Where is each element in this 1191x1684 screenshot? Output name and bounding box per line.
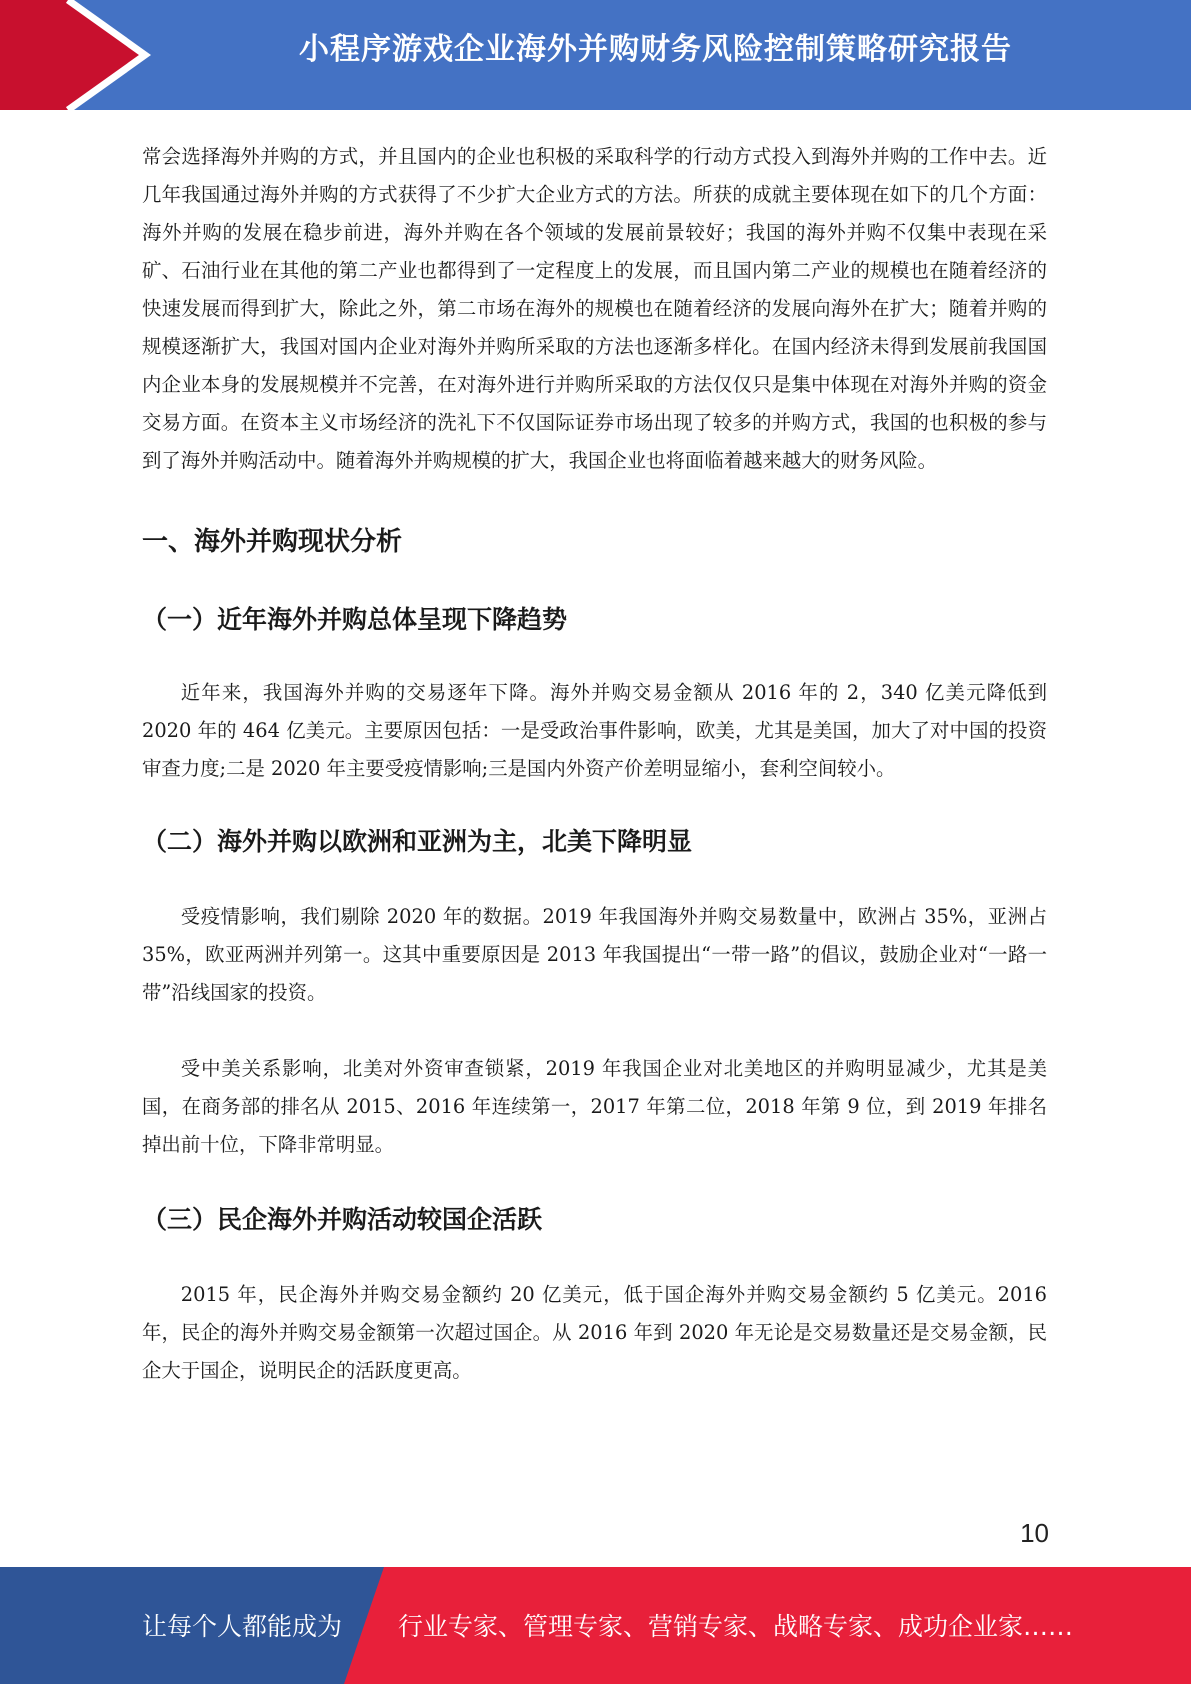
section-heading: 一、海外并购现状分析 [142, 527, 403, 557]
intro-paragraph: 常会选择海外并购的方式，并且国内的企业也积极的采取科学的行动方式投入到海外并购的工作中去。近几年我国通过海外并购的方式获得了不少扩大企业方式的方法。所获的成就主要体现在如下的几个方面：海外并购的发展在稳步前进，海外并购在各个领域的发展前景较好；我国的海外并购不仅集中表现在采矿、石油行业在其他的第二产业也都得到了一定程度上的发展，而且国内第二产业的规模也在随着经济的快速发展而得到扩大，除此之外，第二市场在海外的规模也在随着经济的发展向海外在扩大；随着并购的规模逐渐扩大，我国对国内企业对海外并购所采取的方法也逐渐多样化。在国内经济未得到发展前我国国内企业本身的发展规模并不完善，在对海外进行并购所采取的方法仅仅只是集中体现在对海外并购的资金交易方面。在资本主义市场经济的洗礼下不仅国际证券市场出现了较多的并购方式，我国的也积极的参与到了海外并购活动中。随着海外并购规模的扩大，我国企业也将面临着越来越大的财务风险。 [142, 145, 1047, 472]
report-title: 小程序游戏企业海外并购财务风险控制策略研究报告 [299, 32, 1012, 67]
subsection-2-paragraph-1: 受疫情影响，我们剔除 2020 年的数据。2019 年我国海外并购交易数量中，欧洲占 35%，亚洲占 35%，欧亚两洲并列第一。这其中重要原因是 2013 年我国提出“一带一路”的倡议，鼓励企业对“一路一带”沿线国家的投资。 [142, 905, 1047, 1004]
subsection-1-paragraph: 近年来，我国海外并购的交易逐年下降。海外并购交易金额从 2016 年的 2，340 亿美元降低到 2020 年的 464 亿美元。主要原因包括：一是受政治事件影响，欧美，尤其是美国，加大了对中国的投资审查力度;二是 2020 年主要受疫情影响;三是国内外资产价差明显缩小，套利空间较小。 [142, 681, 1047, 780]
page-number: 10 [1020, 1518, 1049, 1548]
subsection-heading-2: （二）海外并购以欧洲和亚洲为主，北美下降明显 [142, 827, 693, 856]
subsection-heading-1: （一）近年海外并购总体呈现下降趋势 [142, 605, 568, 634]
subsection-2-paragraph-2: 受中美关系影响，北美对外资审查锁紧，2019 年我国企业对北美地区的并购明显减少，尤其是美国，在商务部的排名从 2015、2016 年连续第一，2017 年第二位，2018 年第 9 位，到 2019 年排名掉出前十位，下降非常明显。 [142, 1057, 1047, 1156]
subsection-3-paragraph: 2015 年，民企海外并购交易金额约 20 亿美元，低于国企海外并购交易金额约 5 亿美元。2016 年，民企的海外并购交易金额第一次超过国企。从 2016 年到 2020 年无论是交易数量还是交易金额，民企大于国企，说明民企的活跃度更高。 [142, 1283, 1047, 1382]
subsection-heading-3: （三）民企海外并购活动较国企活跃 [142, 1205, 543, 1234]
page-content [142, 138, 1047, 1390]
page-header [0, 0, 1191, 110]
footer-slogan-left: 让每个人都能成为 [142, 1612, 343, 1641]
page-footer [0, 1567, 1191, 1684]
footer-slogan-right: 行业专家、管理专家、营销专家、战略专家、成功企业家…… [398, 1612, 1074, 1641]
